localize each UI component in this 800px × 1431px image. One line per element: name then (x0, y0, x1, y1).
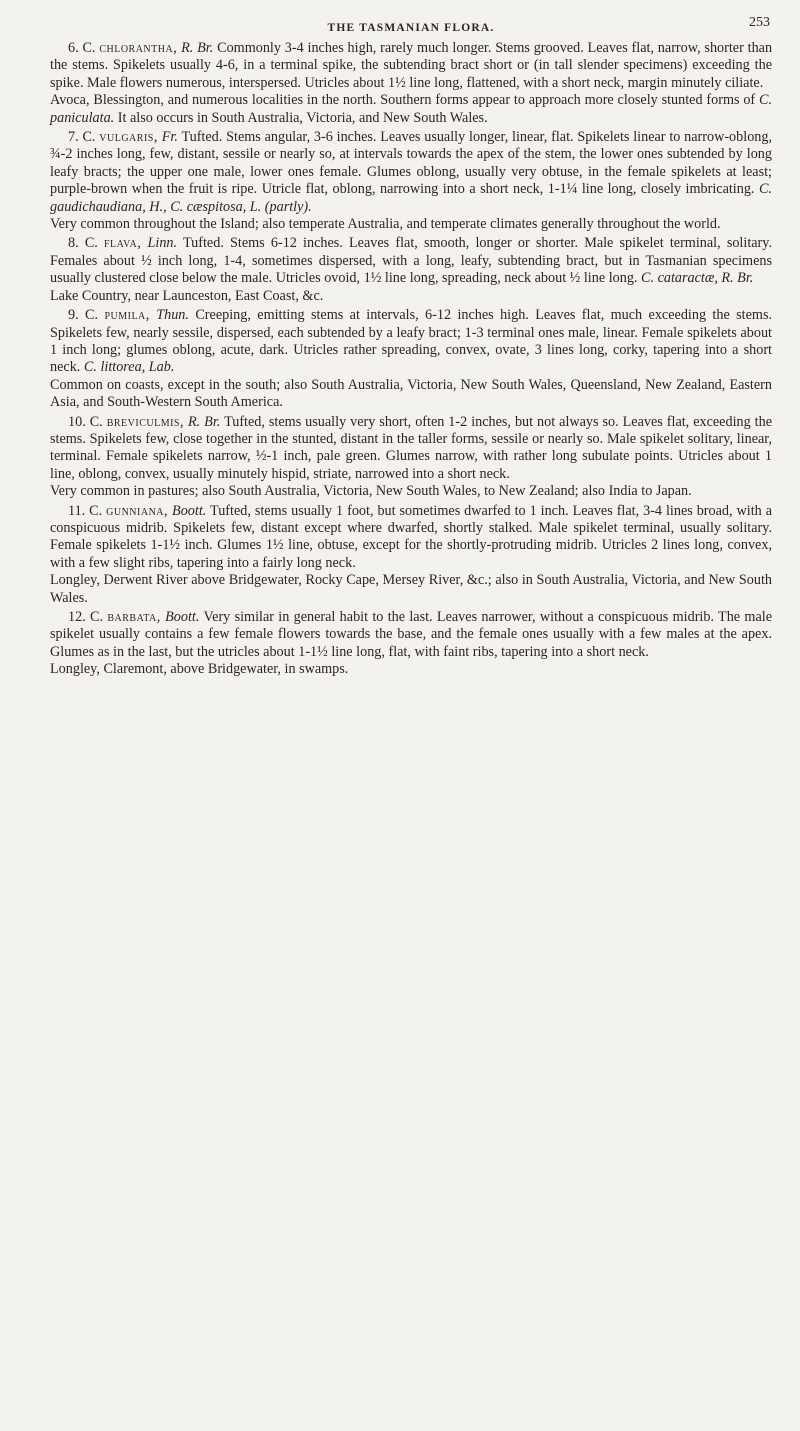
species-name: flava, (104, 235, 142, 252)
species-description (50, 609, 772, 661)
genus-abbrev: C. (85, 307, 99, 324)
entry-number: 12. (68, 609, 86, 625)
species-entry-8 (50, 235, 772, 305)
description-text: Creeping, emitting stems at intervals, 6-12 inches high. Leaves flat, much exceeding the stems. Spikelets few, nearly sessile, dispersed, each subtended by a leafy bract; 1-3 terminal ones male, linear. Female spikelets about 1 inch long; glumes oblong, acute, dark. Utricles rather spreading, convex, ovate, 3 lines long, corky, tapering into a short neck. (50, 307, 773, 376)
localities-italic: C. paniculata. (50, 92, 773, 126)
species-name: gunniana, (106, 502, 169, 519)
description-text: Tufted, stems usually very short, often 1-2 inches, but not always so. Leaves flat, exceeding the stems. Spikelets few, close together in the stunted, distant in the taller forms, sessile or nearly so. Male spikelet solitary, linear, terminal. Female spikelets narrow, ½-1 inch, pale green. Glumes narrow, with rather long subulate points. Utricles about 1 line, oblong, convex, usually minutely hispid, striate, narrowed into a short neck. (50, 413, 772, 482)
species-name: vulgaris, (99, 129, 158, 146)
species-description (50, 129, 772, 216)
page-header (50, 14, 772, 40)
localities: Longley, Claremont, above Bridgewater, in swamps. (50, 661, 349, 678)
authority: Linn. (147, 235, 178, 252)
species-description (50, 503, 772, 573)
genus-abbrev: C. (89, 502, 103, 519)
species-name: pumila, (104, 307, 150, 324)
authority: Thun. (156, 307, 189, 324)
localities: Very common in pastures; also South Australia, Victoria, New South Wales, to New Zealand; also India to Japan. (50, 483, 692, 500)
species-entry-11 (50, 503, 772, 607)
species-name: breviculmis, (106, 413, 185, 430)
species-description (50, 235, 772, 287)
synonyms: C. littorea, Lab. (83, 359, 175, 376)
description-text: Tufted. Stems 6-12 inches. Leaves flat, smooth, longer or shorter. Male spikelet terminal, solitary. Females about ½ inch long, 1-4, sometimes dispersed, with a long, leafy, subtending bract, but in Tasmanian specimens usually clustered close below the male. Utricles ovoid, 1½ line long, spreading, neck about ½ line long. (50, 235, 772, 287)
localities: Longley, Derwent River above Bridgewater, Rocky Cape, Mersey River, &c.; also in South Australia, Victoria, and New South Wales. (50, 572, 772, 606)
species-name: chlorantha, (99, 40, 178, 56)
entry-number: 7. (68, 129, 79, 146)
localities-text: Avoca, Blessington, and numerous localities in the north. Southern forms appear to approach more closely stunted forms of (50, 92, 756, 109)
entry-number: 6. (68, 40, 79, 56)
localities-tail: It also occurs in South Australia, Victoria, and New South Wales. (117, 109, 488, 126)
description-text: Tufted, stems usually 1 foot, but sometimes dwarfed to 1 inch. Leaves flat, 3-4 lines broad, with a conspicuous midrib. Spikelets few, distant except where dwarfed, shortly stalked. Male spikelet terminal, usually solitary. Female spikelets 1-1½ inch. Glumes 1½ line, obtuse, except for the shortly-protruding midrib. Utricles 2 lines long, convex, with a few slight ribs, tapering into a fairly long neck. (50, 502, 772, 571)
page-number: 253 (749, 15, 770, 30)
species-entry-7 (50, 129, 772, 233)
description-text: Tufted. Stems angular, 3-6 inches. Leaves usually longer, linear, flat. Spikelets linear to narrow-oblong, ¾-2 inches long, few, distant, sessile or nearly so, at intervals towards the apex of the stem, the lower ones subtended by long leafy bracts; the upper one male, lower ones female. Glumes oblong, usually very obtuse, in the female spikelets at least; purple-brown when the fruit is ripe. Utricle flat, oblong, narrowing into a short neck, 1-1¼ line long, closely imbricating. (50, 129, 773, 198)
entry-number: 8. (68, 235, 79, 252)
species-entry-12 (50, 609, 772, 679)
description-text: Very similar in general habit to the last. Leaves narrower, without a conspicuous midrib. The male spikelet usually contains a few female flowers towards the base, and the female ones usually with a few males at the apex. Glumes as in the last, but the utricles about 1-1½ line long, flat, with faint ribs, tapering into a short neck. (50, 609, 772, 660)
localities: Common on coasts, except in the south; also South Australia, Victoria, New South Wales, Queensland, New Zealand, Eastern Asia, and South-Western South America. (50, 376, 772, 411)
genus-abbrev: C. (90, 609, 104, 625)
entry-number: 10. (68, 413, 86, 430)
genus-abbrev: C. (89, 413, 103, 430)
entry-number: 9. (68, 307, 79, 324)
species-entry-9 (50, 307, 772, 411)
synonyms: C. cataractæ, R. Br. (641, 270, 754, 287)
species-description (50, 414, 772, 484)
description-text: Commonly 3-4 inches high, rarely much longer. Stems grooved. Leaves flat, narrow, shorter than the stems. Spikelets usually 4-6, in a terminal spike, the subtending bract short or (in tall slender specimens) exceeding the spike. Male flowers numerous, interspersed. Utricles about 1½ line long, flattened, with a short neck, margin minutely ciliate. (50, 40, 773, 91)
genus-abbrev: C. (82, 129, 96, 146)
authority: R. Br. (181, 40, 214, 56)
genus-abbrev: C. (82, 40, 96, 56)
species-description (50, 307, 772, 377)
localities: Lake Country, near Launceston, East Coast, &c. (50, 287, 324, 304)
localities (50, 92, 772, 127)
species-entry-10 (50, 414, 772, 501)
genus-abbrev: C. (84, 235, 98, 252)
authority: Fr. (161, 129, 178, 146)
species-name: barbata, (107, 609, 161, 625)
species-description (50, 40, 772, 92)
localities: Very common throughout the Island; also temperate Australia, and temperate climates generally throughout the world. (50, 216, 721, 233)
authority: R. Br. (188, 413, 221, 430)
entry-number: 11. (68, 502, 86, 519)
authority: Boott. (165, 609, 200, 625)
authority: Boott. (172, 502, 207, 519)
running-title: THE TASMANIAN FLORA. (327, 22, 495, 34)
synonyms: C. gaudichaudiana, H., C. cæspitosa, L. (partly). (50, 181, 772, 215)
species-entry-6 (50, 40, 772, 127)
